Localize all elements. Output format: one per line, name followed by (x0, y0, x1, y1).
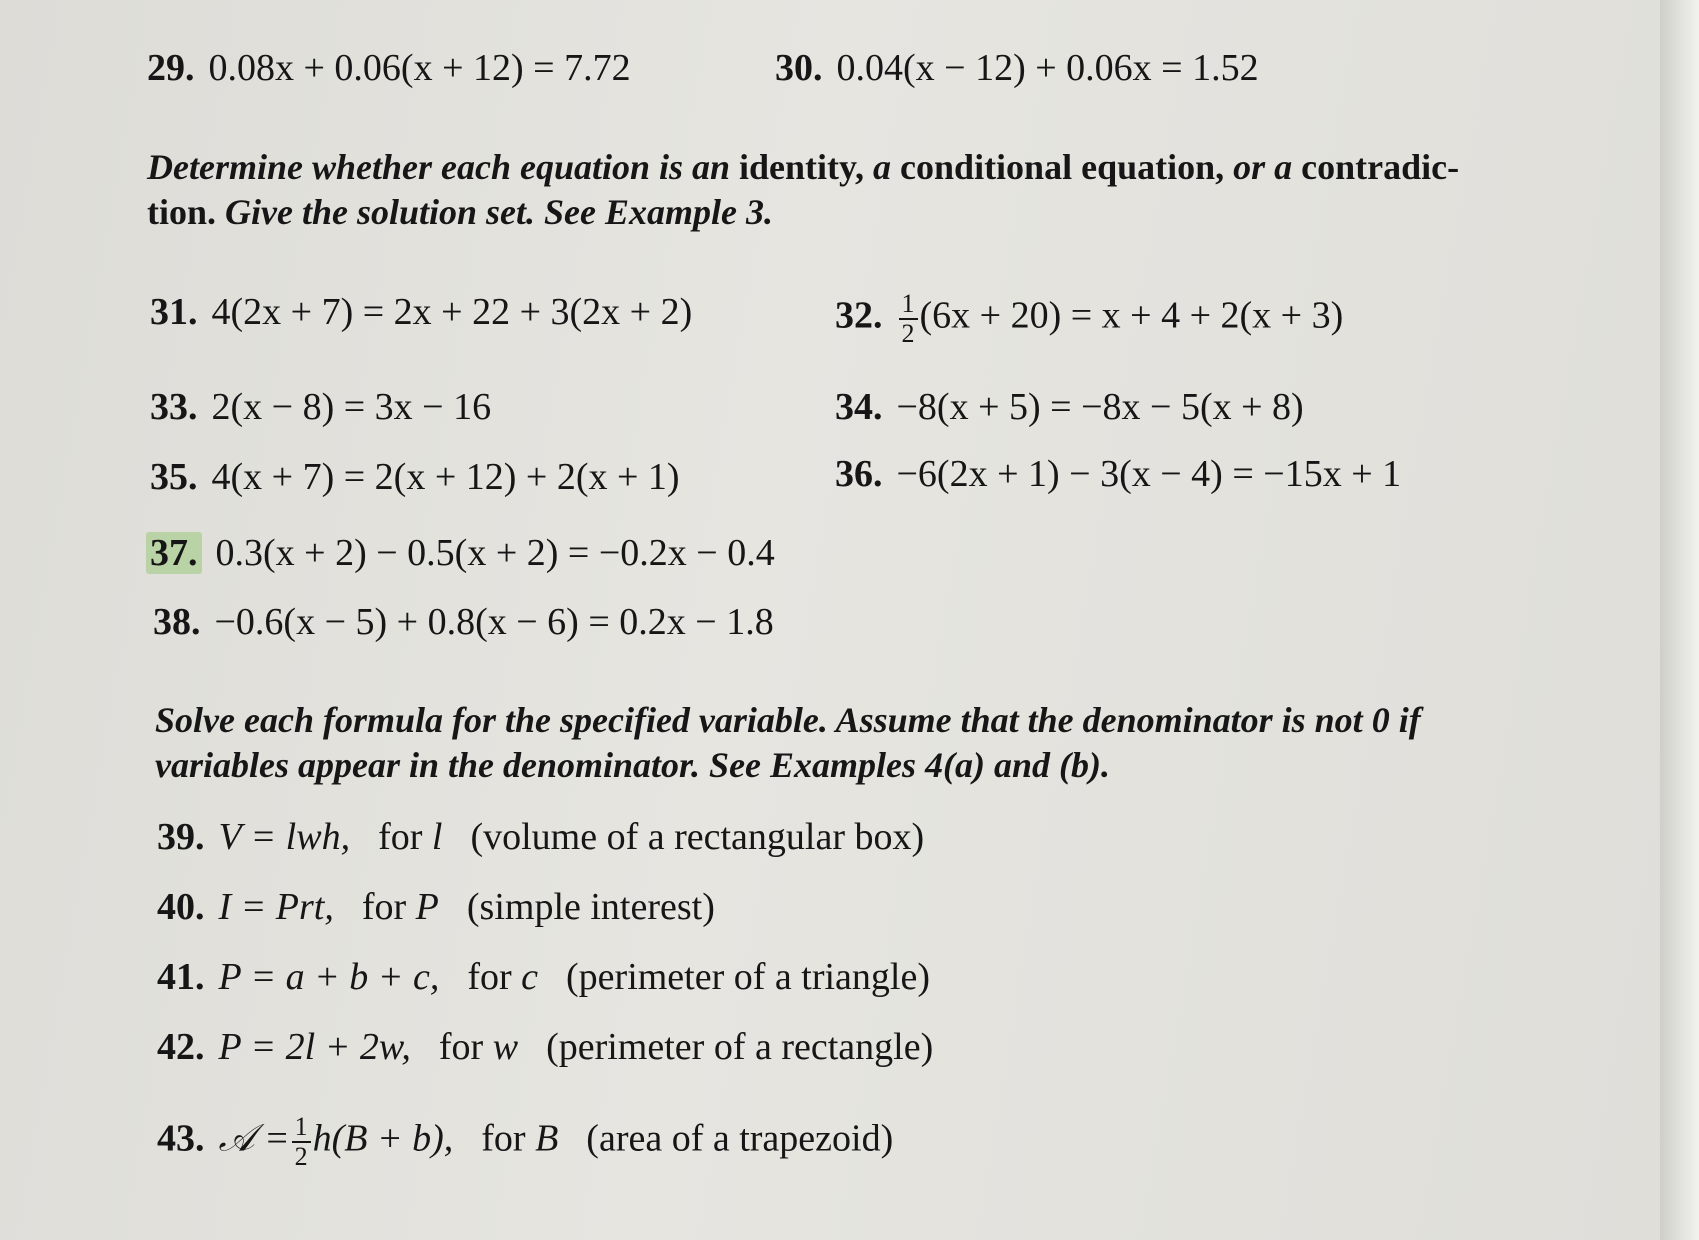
problem-29 (147, 46, 631, 90)
instruction-term: contradic- (1301, 147, 1460, 187)
problem-34 (835, 385, 1304, 429)
problem-number: 38. (153, 601, 201, 643)
formula: P = a + b + c, (218, 956, 440, 998)
problem-number: 42. (157, 1026, 205, 1068)
equation: −6(2x + 1) − 3(x − 4) = −15x + 1 (896, 453, 1402, 495)
problem-32 (835, 290, 1343, 348)
problem-number: 29. (147, 47, 195, 89)
instruction-text: Solve each formula for the specified variable. Assume that the denominator is not 0 if (155, 700, 1421, 740)
problem-30 (775, 46, 1259, 90)
problem-41 (157, 955, 930, 999)
problem-36 (835, 452, 1401, 496)
target-variable: l (431, 816, 443, 858)
problem-38 (153, 600, 774, 644)
problem-number: 32. (835, 294, 883, 337)
for-label: for (378, 816, 423, 858)
problem-number: 35. (150, 456, 198, 498)
for-label: for (467, 956, 512, 998)
fraction-denominator: 2 (901, 319, 915, 348)
problem-number: 39. (157, 816, 205, 858)
target-variable: w (492, 1026, 519, 1068)
fraction-numerator: 1 (292, 1113, 311, 1143)
instruction-term: conditional equation, (900, 147, 1225, 187)
instruction-text: Give the solution set. See Example 3. (225, 192, 773, 232)
equation: 4(x + 7) = 2(x + 12) + 2(x + 1) (211, 456, 680, 498)
instruction-text: Determine whether each equation is an (147, 147, 731, 187)
for-label: for (481, 1117, 526, 1160)
problem-37 (150, 531, 775, 575)
formula-rhs: h(B + b), (312, 1117, 454, 1160)
instruction-text: or a (1233, 147, 1293, 187)
formula-description: (volume of a rectangular box) (470, 816, 925, 858)
equation: 4(2x + 7) = 2x + 22 + 3(2x + 2) (211, 291, 693, 333)
formula-description: (perimeter of a rectangle) (546, 1026, 934, 1068)
fraction-denominator: 2 (294, 1142, 308, 1171)
fraction (292, 1113, 311, 1171)
instruction-term: identity, (739, 147, 865, 187)
equation: 0.3(x + 2) − 0.5(x + 2) = −0.2x − 0.4 (215, 532, 775, 574)
formula: P = 2l + 2w, (218, 1026, 411, 1068)
problem-33 (150, 385, 491, 429)
page-edge (1660, 0, 1699, 1240)
for-label: for (361, 886, 407, 928)
problem-number: 41. (157, 956, 205, 998)
target-variable: B (535, 1117, 559, 1160)
problem-39 (157, 815, 924, 859)
equation: 0.08x + 0.06(x + 12) = 7.72 (208, 47, 631, 89)
for-label: for (438, 1026, 484, 1068)
equation: −8(x + 5) = −8x − 5(x + 8) (896, 386, 1304, 428)
formula-description: (area of a trapezoid) (586, 1117, 894, 1160)
highlighted-problem-number: 37. (146, 532, 202, 574)
equation: 0.04(x − 12) + 0.06x = 1.52 (836, 47, 1259, 89)
problem-31 (150, 290, 692, 334)
equation: −0.6(x − 5) + 0.8(x − 6) = 0.2x − 1.8 (214, 601, 774, 643)
target-variable: c (521, 956, 539, 998)
equation: (6x + 20) = x + 4 + 2(x + 3) (919, 294, 1344, 337)
formula-description: (perimeter of a triangle) (566, 956, 930, 998)
instruction-identity (147, 144, 1459, 190)
problem-number: 31. (150, 291, 198, 333)
problem-40 (157, 885, 715, 929)
formula: V = lwh, (218, 816, 351, 858)
fraction-numerator: 1 (899, 290, 918, 320)
instruction-term: tion. (147, 192, 217, 232)
instruction-identity-line2 (147, 189, 773, 235)
target-variable: P (415, 886, 439, 928)
instruction-text: a (873, 147, 892, 187)
instruction-text: variables appear in the denominator. See Examples 4(a) and (b). (155, 745, 1111, 785)
fraction (899, 290, 918, 348)
formula-lhs: 𝒜 = (218, 1117, 290, 1160)
formula-description: (simple interest) (466, 886, 715, 928)
equation: 2(x − 8) = 3x − 16 (211, 386, 492, 428)
instruction-formulas-line2 (155, 742, 1110, 788)
problem-43 (157, 1113, 893, 1171)
problem-number: 33. (150, 386, 198, 428)
problem-number: 36. (835, 453, 883, 495)
instruction-formulas (155, 697, 1421, 743)
formula: I = Prt, (218, 886, 334, 928)
problem-number: 34. (835, 386, 883, 428)
problem-number: 40. (157, 886, 205, 928)
problem-35 (150, 455, 680, 499)
problem-number: 30. (775, 47, 823, 89)
problem-number: 43. (157, 1117, 205, 1160)
problem-42 (157, 1025, 933, 1069)
